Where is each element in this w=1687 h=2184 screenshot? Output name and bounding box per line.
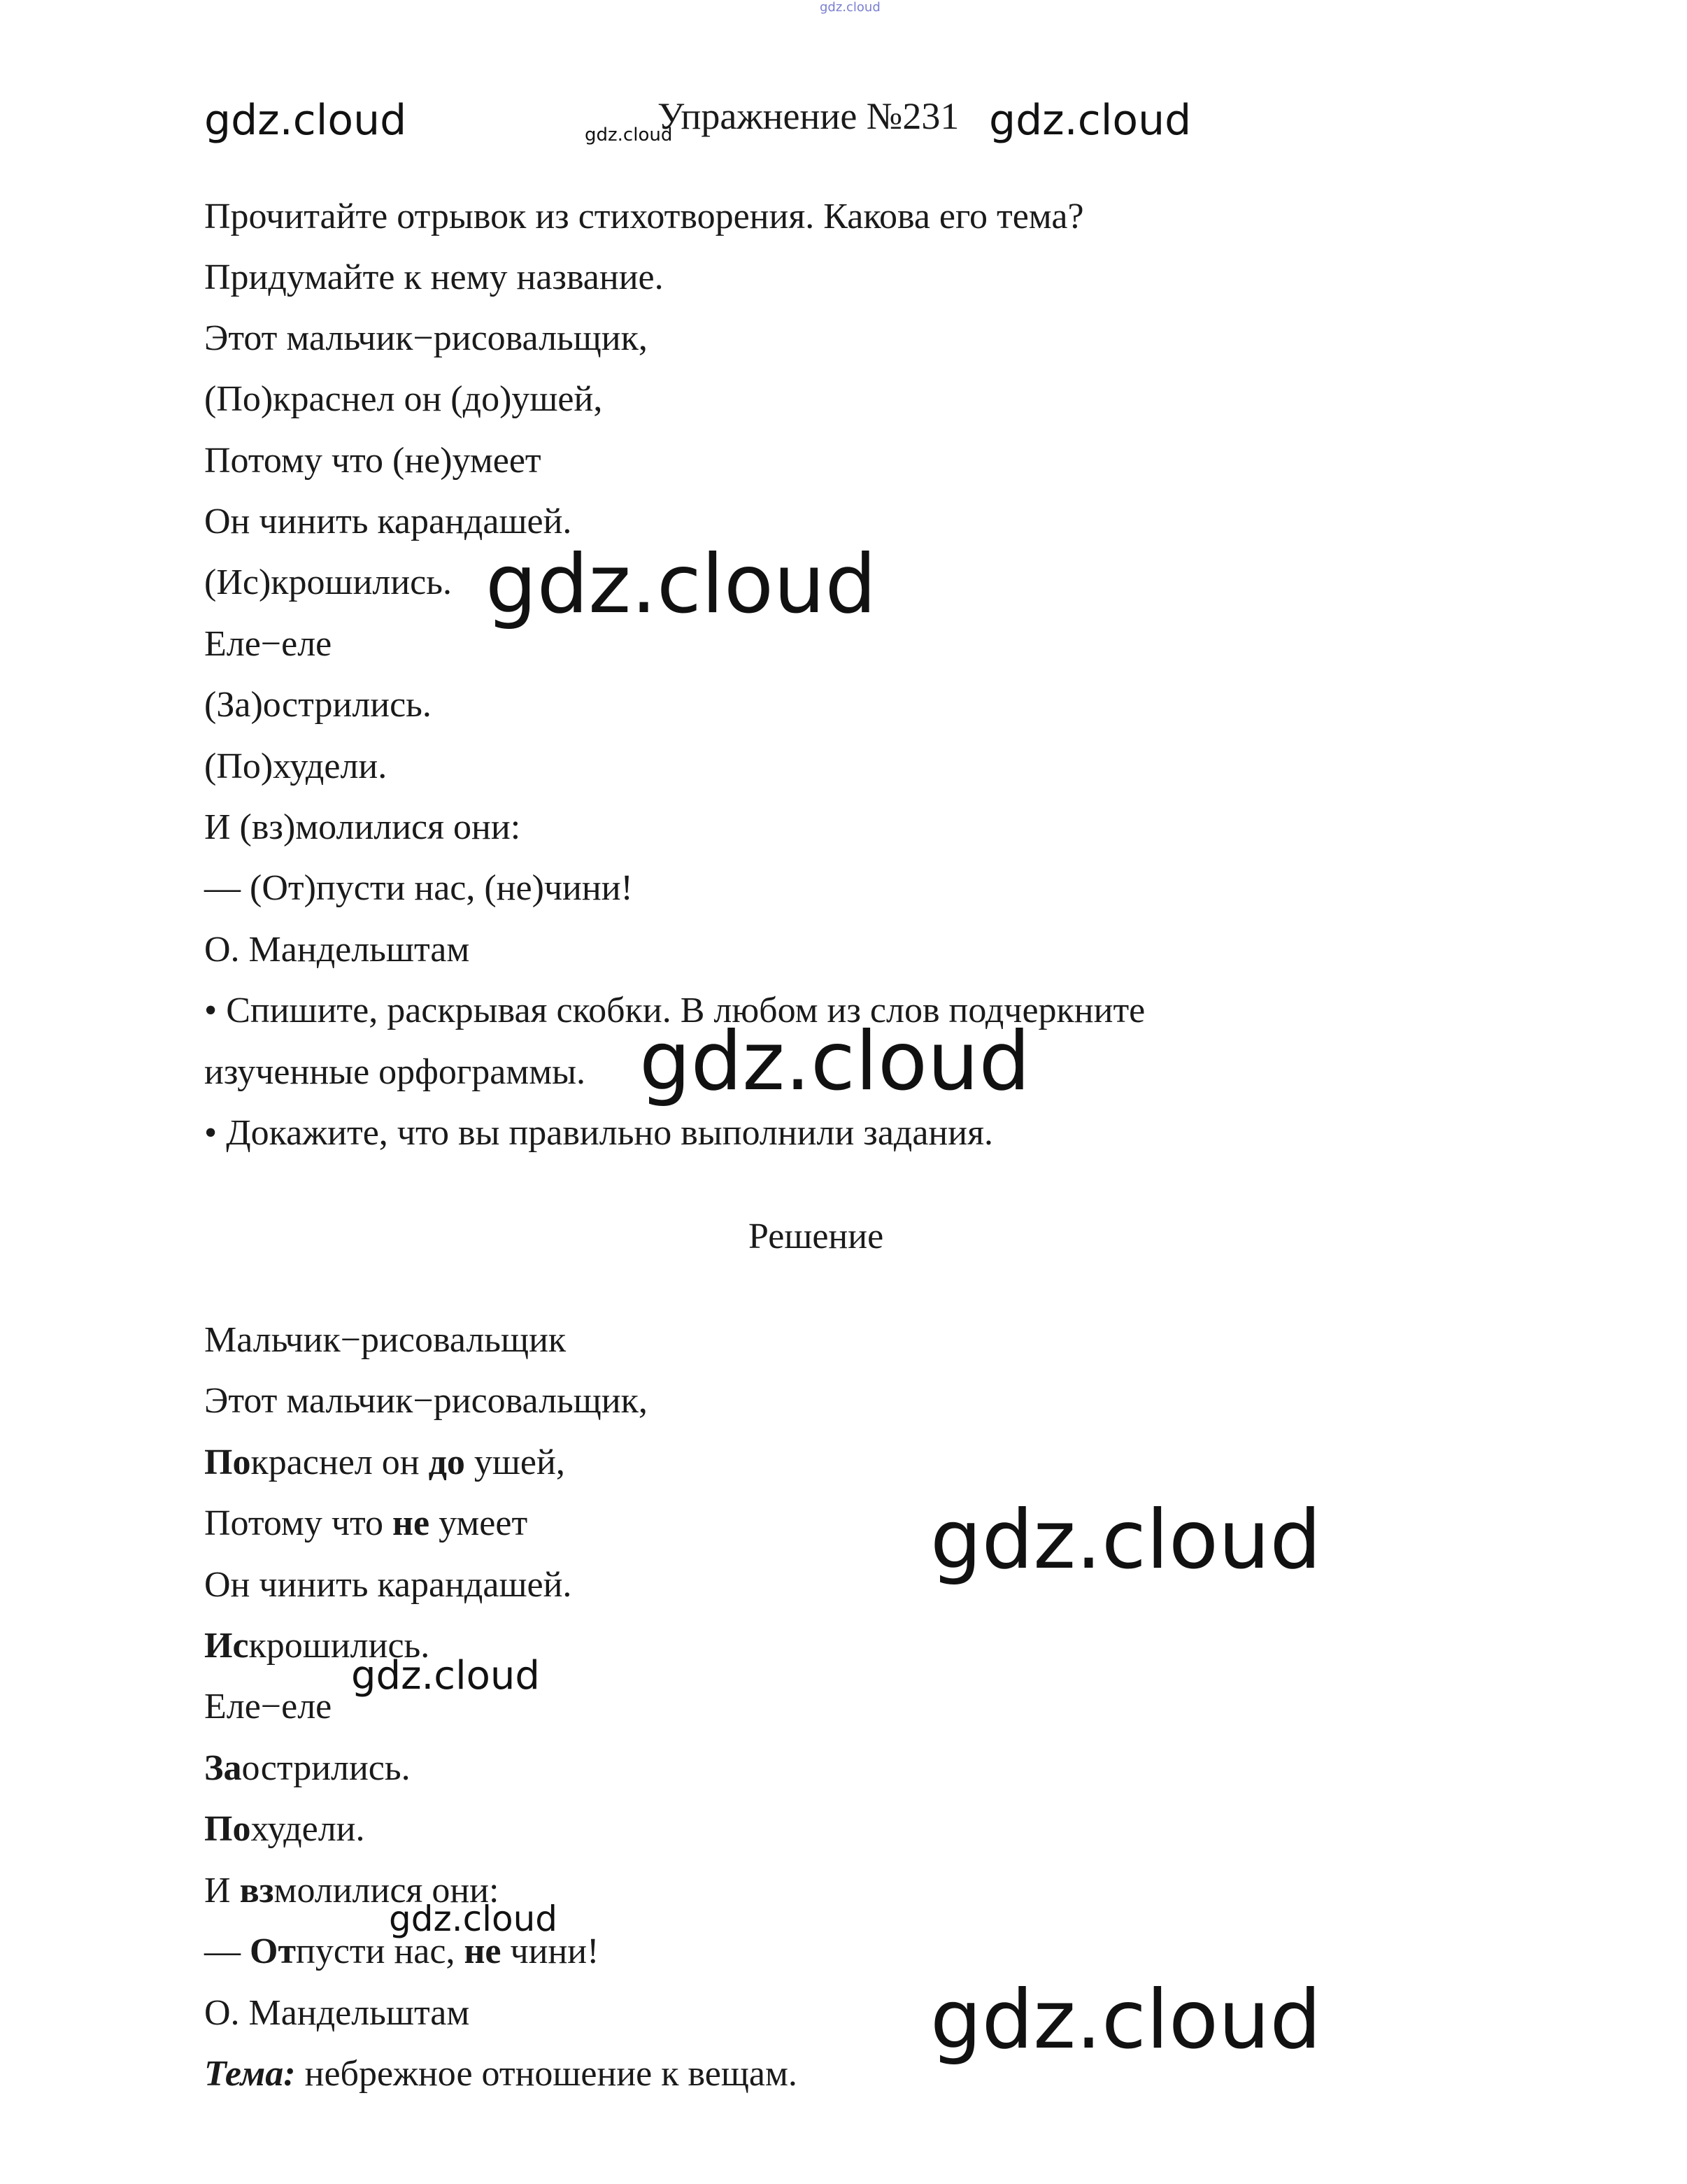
task-line: (Ис)крошились. xyxy=(204,562,452,602)
task-line: (По)худели. xyxy=(204,746,387,786)
task-line: • Докажите, что вы правильно выполнили задания. xyxy=(204,1113,994,1153)
theme-label: Тема: xyxy=(204,2054,296,2094)
theme-text: небрежное отношение к вещам. xyxy=(295,2054,797,2094)
watermark-medium: gdz.cloud xyxy=(351,1653,540,1699)
highlight-prefix: вз xyxy=(239,1871,274,1910)
highlight-preposition: до xyxy=(428,1442,465,1482)
task-line: • Спишите, раскрывая скобки. В любом из слов подчеркните xyxy=(204,991,1146,1030)
solution-line xyxy=(204,1442,565,1484)
highlight-particle: не xyxy=(464,1931,501,1971)
solution-author: О. Мандельштам xyxy=(204,1993,470,2033)
task-line: Еле−еле xyxy=(204,624,332,664)
watermark-medium: gdz.cloud xyxy=(389,1899,558,1939)
text-run: умеет xyxy=(429,1503,528,1543)
solution-line xyxy=(204,1503,527,1545)
watermark-top: gdz.cloud xyxy=(820,0,881,15)
text-run: острились. xyxy=(241,1748,411,1788)
text-run: худели. xyxy=(250,1809,365,1849)
task-line: (За)острились. xyxy=(204,685,432,725)
text-run: И xyxy=(204,1871,240,1910)
task-line: — (От)пусти нас, (не)чини! xyxy=(204,868,633,908)
highlight-prefix: По xyxy=(204,1442,251,1482)
solution-line xyxy=(204,1808,365,1850)
highlight-prefix: За xyxy=(204,1748,242,1788)
text-run: молилися они: xyxy=(273,1871,499,1910)
text-run: — xyxy=(204,1931,250,1971)
watermark-large: gdz.cloud xyxy=(930,1973,1322,2067)
text-run: ушей, xyxy=(464,1442,565,1482)
task-line: О. Мандельштам xyxy=(204,930,470,970)
task-line: Потому что (не)умеет xyxy=(204,441,541,481)
text-run: Потому что xyxy=(204,1503,393,1543)
task-line: изученные орфограммы. xyxy=(204,1052,586,1092)
task-line: Он чинить карандашей. xyxy=(204,502,572,541)
page-title: Упражнение №231 xyxy=(657,95,960,137)
text-run: пусти нас, xyxy=(296,1931,464,1971)
solution-poem-title: Мальчик−рисовальщик xyxy=(204,1320,567,1360)
watermark-header-right: gdz.cloud xyxy=(989,96,1192,145)
task-line: Этот мальчик−рисовальщик, xyxy=(204,318,648,358)
highlight-prefix: От xyxy=(250,1931,296,1971)
solution-line: Он чинить карандашей. xyxy=(204,1565,572,1605)
text-run: крошились. xyxy=(248,1626,430,1666)
text-run: чини! xyxy=(501,1931,599,1971)
text-run: краснел он xyxy=(250,1442,429,1482)
watermark-header-small: gdz.cloud xyxy=(585,125,673,146)
highlight-prefix: По xyxy=(204,1809,251,1849)
task-line: Прочитайте отрывок из стихотворения. Какова его тема? xyxy=(204,197,1084,236)
watermark-large: gdz.cloud xyxy=(485,537,877,632)
solution-line: Еле−еле xyxy=(204,1687,332,1726)
solution-heading: Решение xyxy=(748,1217,884,1256)
solution-theme xyxy=(204,2053,797,2095)
solution-line: Этот мальчик−рисовальщик, xyxy=(204,1381,648,1421)
task-line: Придумайте к нему название. xyxy=(204,257,664,297)
highlight-prefix: Ис xyxy=(204,1626,249,1666)
watermark-header-left: gdz.cloud xyxy=(204,96,407,145)
watermark-large: gdz.cloud xyxy=(639,1014,1031,1109)
solution-line xyxy=(204,1747,411,1789)
task-line: И (вз)молилися они: xyxy=(204,807,521,847)
watermark-large: gdz.cloud xyxy=(930,1493,1322,1587)
highlight-particle: не xyxy=(392,1503,430,1543)
task-line: (По)краснел он (до)ушей, xyxy=(204,379,603,419)
